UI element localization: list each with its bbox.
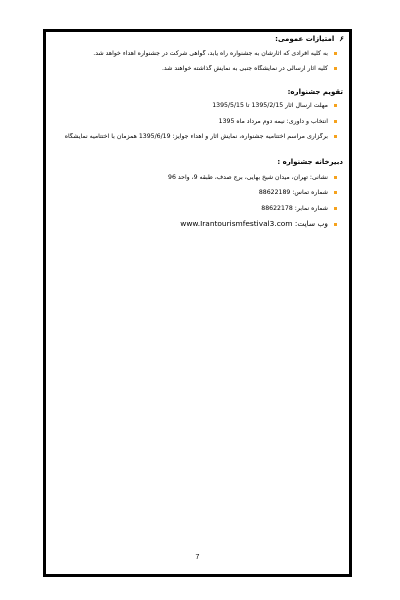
bullet-icon bbox=[334, 207, 337, 210]
list-item-text: انتخاب و داوری: نیمه دوم مرداد ماه 1395 bbox=[218, 118, 328, 125]
list-item bbox=[56, 50, 337, 58]
page-content bbox=[52, 32, 343, 574]
list-item-text: برگزاری مراسم اختتامیه جشنواره، نمایش آثار و اهداء جوایز: 1395/6/19 همزمان با اختتامیه نمایشگاه bbox=[64, 133, 328, 140]
list-item-text: کلیه آثار ارسالی در نمایشگاه جنبی به نمایش گذاشته خواهند شد. bbox=[161, 65, 328, 72]
bullet-icon bbox=[334, 191, 337, 194]
list-item bbox=[56, 220, 337, 228]
bullet-icon bbox=[334, 176, 337, 179]
list-item-text: نشانی: تهران، میدان شیخ بهایی، برج صدف، طبقه 9، واحد 96 bbox=[168, 174, 328, 181]
bullet-icon bbox=[334, 120, 337, 123]
list-item-text: وب سایت: www.Irantourismfestival3.com bbox=[180, 220, 328, 228]
section-title: امتیازات عمومی: bbox=[275, 35, 335, 43]
section-heading-secretariat: دبیرخانه جشنواره : bbox=[277, 158, 343, 166]
list-item bbox=[56, 102, 337, 110]
list-item-text: شماره نمابر: 88622178 bbox=[261, 205, 328, 212]
bullet-icon bbox=[334, 67, 337, 70]
list-item bbox=[56, 118, 337, 126]
page-number: 7 bbox=[195, 554, 200, 561]
list-item bbox=[56, 65, 337, 73]
bullet-icon bbox=[334, 223, 337, 226]
section-heading-calendar: تقویم جشنواره: bbox=[287, 88, 343, 96]
list-item bbox=[56, 133, 337, 141]
list-item-text: به کلیه افرادی که آثارشان به جشنواره راه یابد، گواهی شرکت در جشنواره اهداء خواهد شد. bbox=[93, 50, 328, 57]
list-item-text: مهلت ارسال آثار 1395/2/15 تا 1395/5/15 bbox=[212, 102, 328, 109]
list-item bbox=[56, 205, 337, 213]
bullet-icon bbox=[334, 104, 337, 107]
section-number: ۶ bbox=[339, 35, 343, 43]
bullet-icon bbox=[334, 52, 337, 55]
list-item-text: شماره تماس: 88622189 bbox=[258, 189, 328, 196]
bullet-icon bbox=[334, 135, 337, 138]
list-item bbox=[56, 189, 337, 197]
list-item bbox=[56, 174, 337, 182]
section-heading-general bbox=[275, 35, 343, 43]
page-frame bbox=[43, 29, 352, 577]
